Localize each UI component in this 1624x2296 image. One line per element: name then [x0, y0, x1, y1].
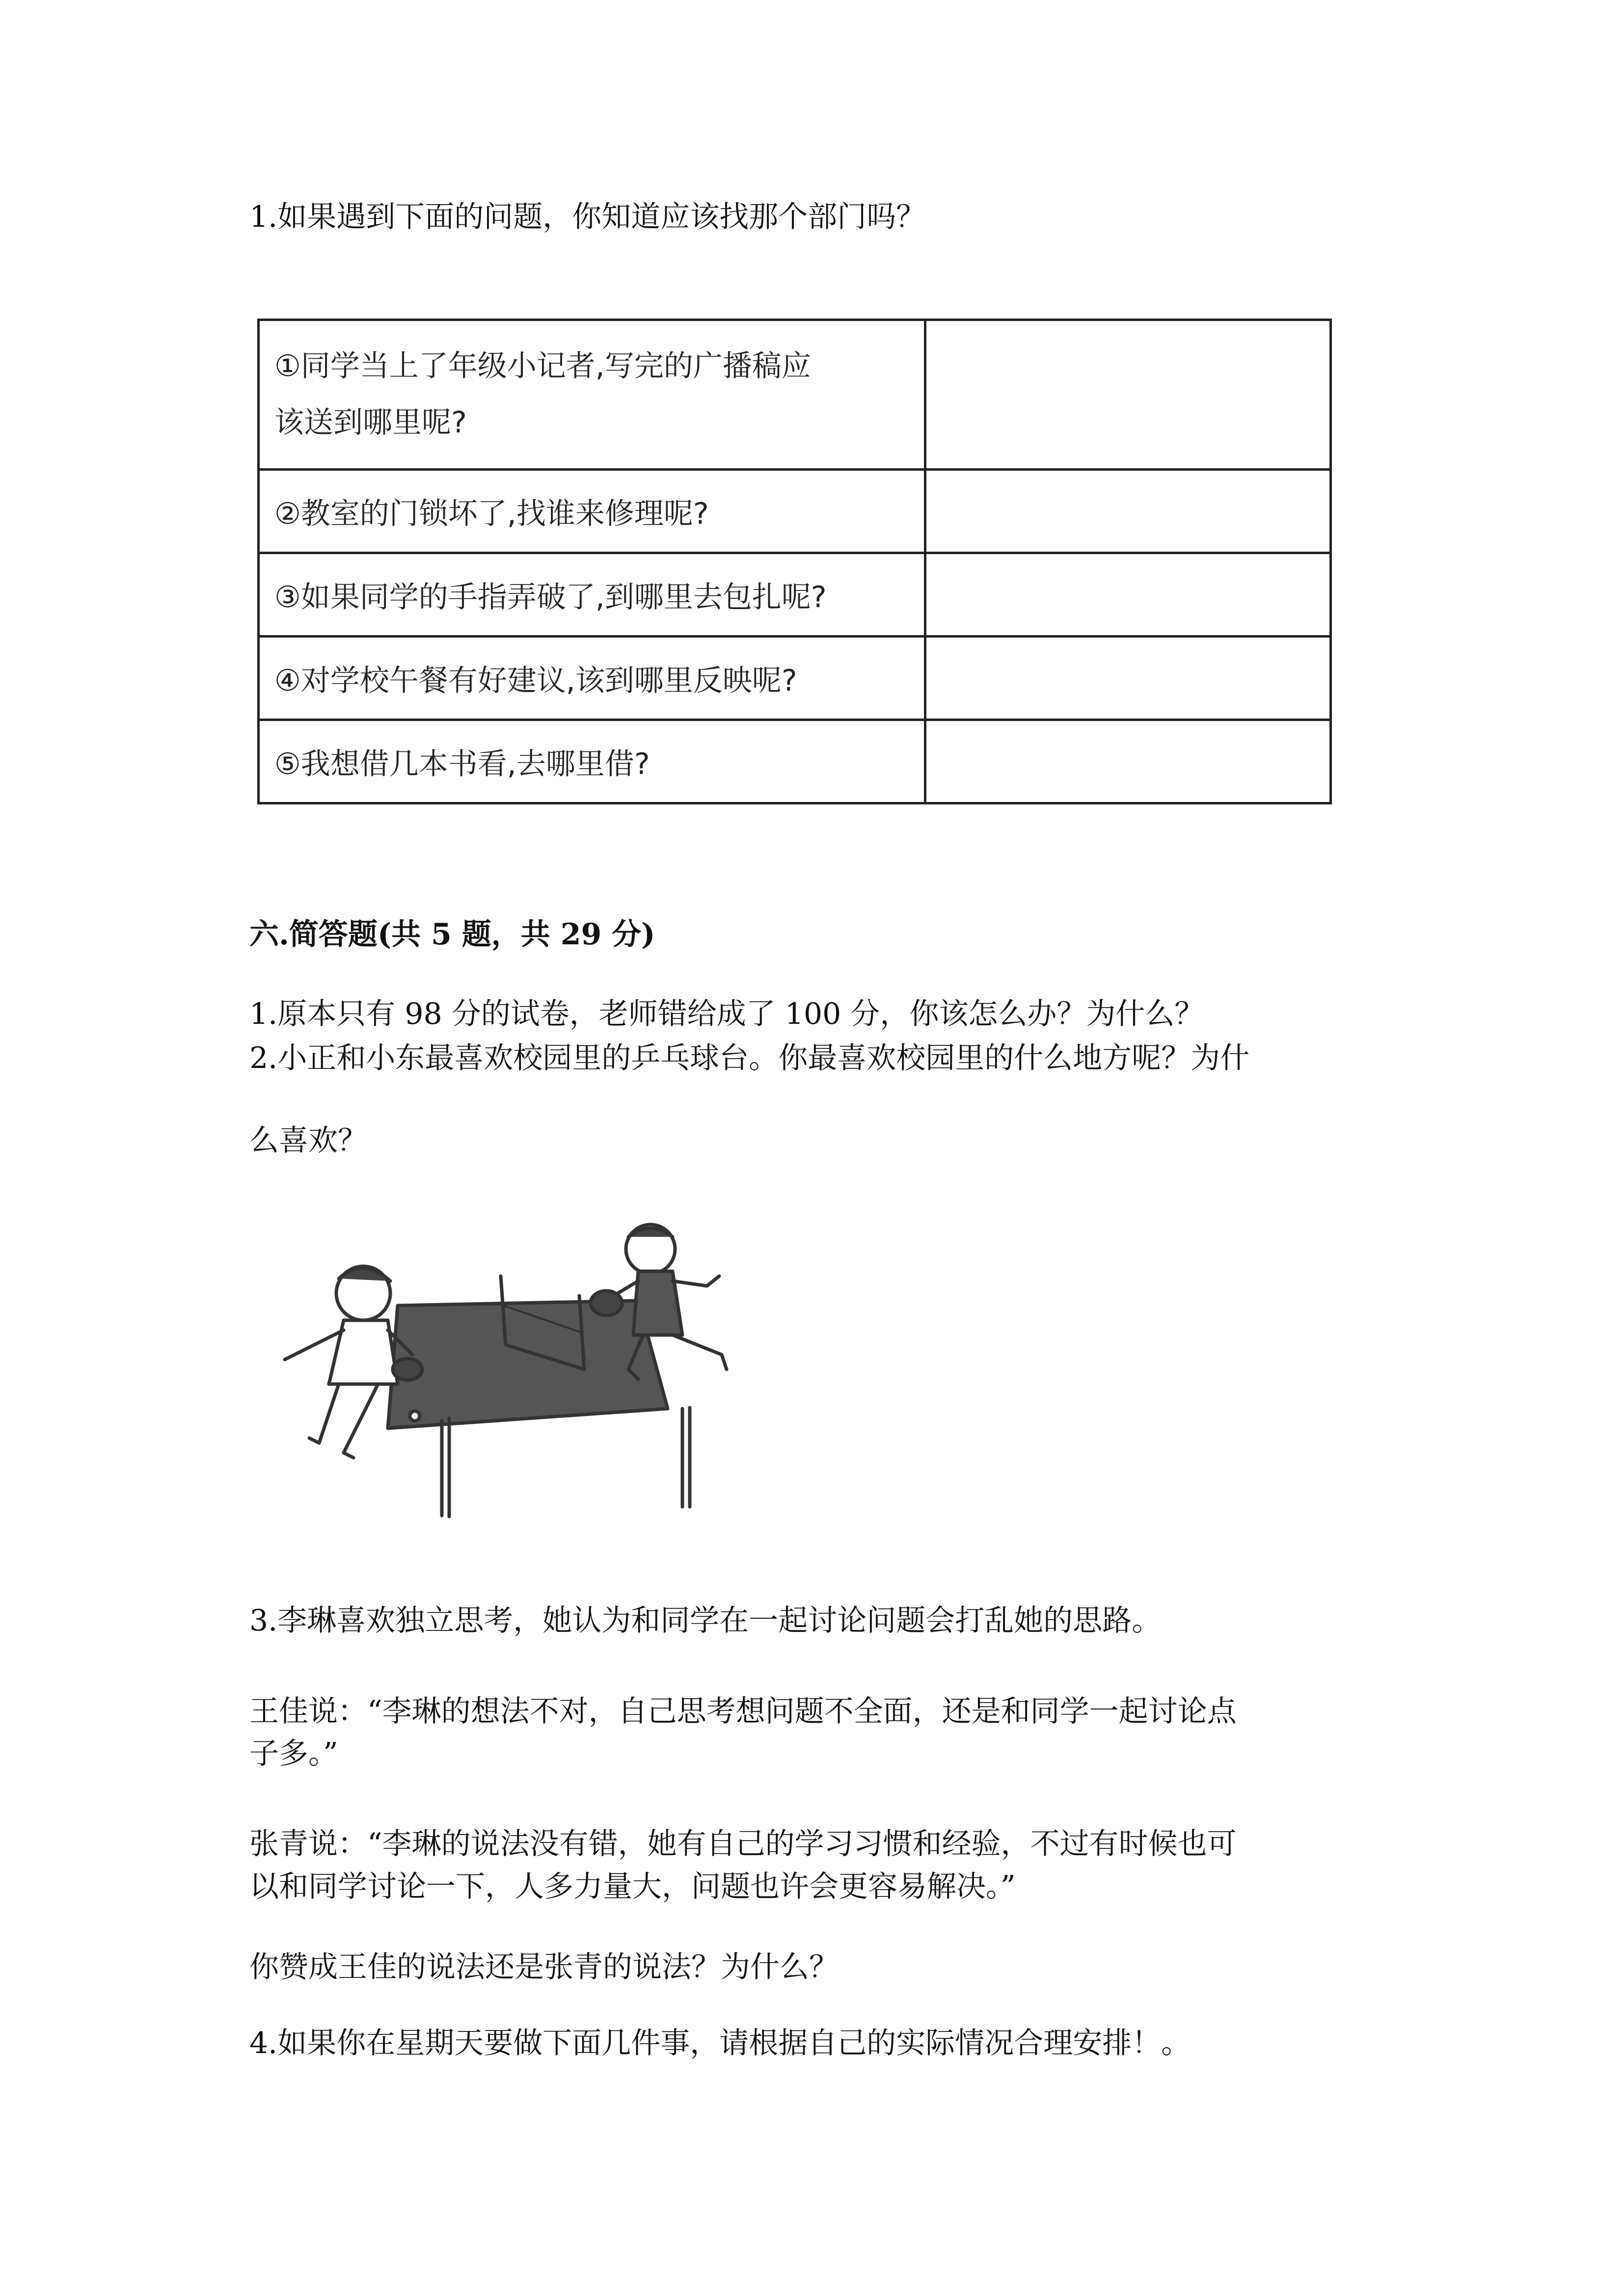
answer-cell[interactable]: [925, 637, 1331, 720]
answer-cell[interactable]: [925, 720, 1331, 803]
table-row: [259, 553, 1331, 637]
answer-cell[interactable]: [925, 553, 1331, 637]
table-row: [259, 470, 1331, 553]
question-2-line2: 么喜欢？: [249, 1123, 367, 1158]
table-row: [259, 320, 1331, 470]
question-cell: ①同学当上了年级小记者,写完的广播稿应 该送到哪里呢?: [259, 320, 925, 470]
question-1: 1.原本只有 98 分的试卷，老师错给成了 100 分，你该怎么办？为什么？: [249, 997, 1204, 1031]
question-3-zhang-line2: 以和同学讨论一下，人多力量大，问题也许会更容易解决。”: [249, 1869, 1016, 1904]
ping-pong-table-icon: [250, 1222, 790, 1526]
table-row: [259, 637, 1331, 720]
section-heading: 六.简答题(共 5 题，共 29 分): [249, 917, 655, 952]
departments-table: [257, 319, 1332, 804]
question-cell: ④对学校午餐有好建议,该到哪里反映呢?: [259, 637, 925, 720]
table-row: [259, 720, 1331, 803]
question-3-wang-line2: 子多。”: [249, 1736, 338, 1771]
question-cell: ③如果同学的手指弄破了,到哪里去包扎呢?: [259, 553, 925, 637]
question-cell: ②教室的门锁坏了,找谁来修理呢?: [259, 470, 925, 553]
question-3-intro: 3.李琳喜欢独立思考，她认为和同学在一起讨论问题会打乱她的思路。: [249, 1603, 1162, 1638]
question-3-zhang-line1: 张青说：“李琳的说法没有错，她有自己的学习习惯和经验，不过有时候也可: [249, 1827, 1237, 1861]
question-3-wang-line1: 王佳说：“李琳的想法不对，自己思考想问题不全面，还是和同学一起讨论点: [249, 1694, 1237, 1729]
question-3-ask: 你赞成王佳的说法还是张青的说法？为什么？: [249, 1950, 839, 1984]
question-departments: 1.如果遇到下面的问题，你知道应该找那个部门吗？: [249, 200, 926, 234]
question-2-line1: 2.小正和小东最喜欢校园里的乒乓球台。你最喜欢校园里的什么地方呢？为什: [249, 1041, 1250, 1075]
answer-cell[interactable]: [925, 320, 1331, 470]
question-cell: ⑤我想借几本书看,去哪里借?: [259, 720, 925, 803]
question-4: 4.如果你在星期天要做下面几件事，请根据自己的实际情况合理安排！。: [249, 2026, 1191, 2060]
answer-cell[interactable]: [925, 470, 1331, 553]
